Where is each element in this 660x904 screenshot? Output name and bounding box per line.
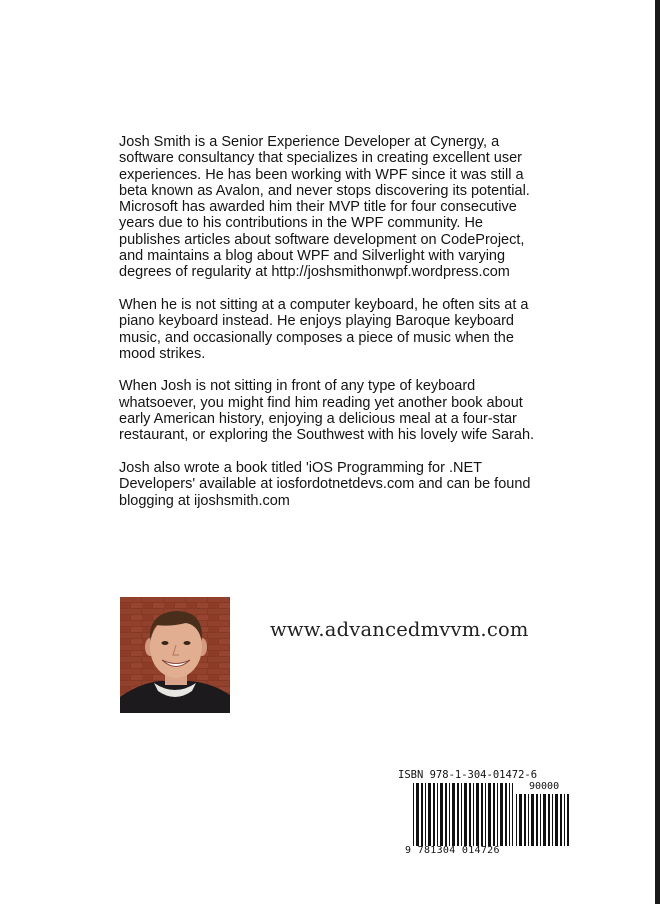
barcode-bar [452,783,455,846]
barcode-bar [512,783,513,846]
author-photo [120,597,230,713]
barcode-bar [481,783,483,846]
barcode-bar [548,794,550,846]
barcode-bar [552,794,553,846]
barcode-bar [421,783,423,846]
price-code: 90000 [529,781,560,792]
barcode-bar [560,794,562,846]
barcode-bar [485,783,486,846]
barcode-bar [524,794,526,846]
barcode-bar [425,783,426,846]
barcode-bar [536,794,538,846]
ean-digits: 9 781304 014726 [405,845,500,856]
barcode-bar [555,794,558,846]
barcode-bar [461,783,462,846]
barcode-bar [531,794,534,846]
barcode-bar [528,794,529,846]
barcode-bar [476,783,479,846]
barcode-bar [473,783,474,846]
barcode-bar [505,783,507,846]
barcode-bar [567,794,569,846]
barcode-bar [449,783,450,846]
bio-paragraph-2: When he is not sitting at a computer keyboard, he often sits at a piano keyboard instead. He enjoys playing Baroque keyboard music, and occasionally composes a piece of music when the mood strikes. [119,296,529,362]
barcode-bar [464,783,467,846]
barcode-bar [516,794,517,846]
barcode-bar [440,783,443,846]
barcode-bar [519,794,522,846]
barcode-bar [488,783,491,846]
author-bio [119,134,539,525]
barcode-bar [543,794,546,846]
website-url: www.advancedmvvm.com [270,618,529,641]
barcode-bar [469,783,471,846]
barcode-bar [564,794,565,846]
isbn-label: ISBN 978-1-304-01472-6 [398,769,538,781]
page-edge-rule [655,0,660,904]
barcode-bar [493,783,495,846]
barcode-bar [413,783,414,846]
barcode-bar [457,783,459,846]
barcode-bar [509,783,510,846]
barcode-bar [445,783,447,846]
bio-paragraph-3: When Josh is not sitting in front of any type of keyboard whatsoever, you might find him reading yet another book about early American history, enjoying a delicious meal at a four-star restaurant, or exploring the Southwest with his lovely wife Sarah. [119,378,535,444]
barcode-bar [497,783,498,846]
barcode-bar [416,783,419,846]
barcode-bar [437,783,438,846]
barcode-bar [500,783,503,846]
barcode-bar [428,783,431,846]
bio-paragraph-4: Josh also wrote a book titled 'iOS Programming for .NET Developers' available at iosfordotnetdevs.com and can be found blogging at ijoshsmith.com [119,459,531,509]
bio-paragraph-1: Josh Smith is a Senior Experience Developer at Cynergy, a software consultancy that specializes in creating excellent user experiences. He has been working with WPF since it was still a beta known as Avalon, and never stops discovering its potential. Microsoft has awarded him their MVP title for four consecutive years due to his contributions in the WPF community. He publishes articles about software development on CodeProject, and maintains a blog about WPF and Silverlight with varying degrees of regularity at http://joshsmithonwpf.wordpress.com [119,134,530,281]
barcode-bar [540,794,541,846]
barcode-bar [433,783,435,846]
